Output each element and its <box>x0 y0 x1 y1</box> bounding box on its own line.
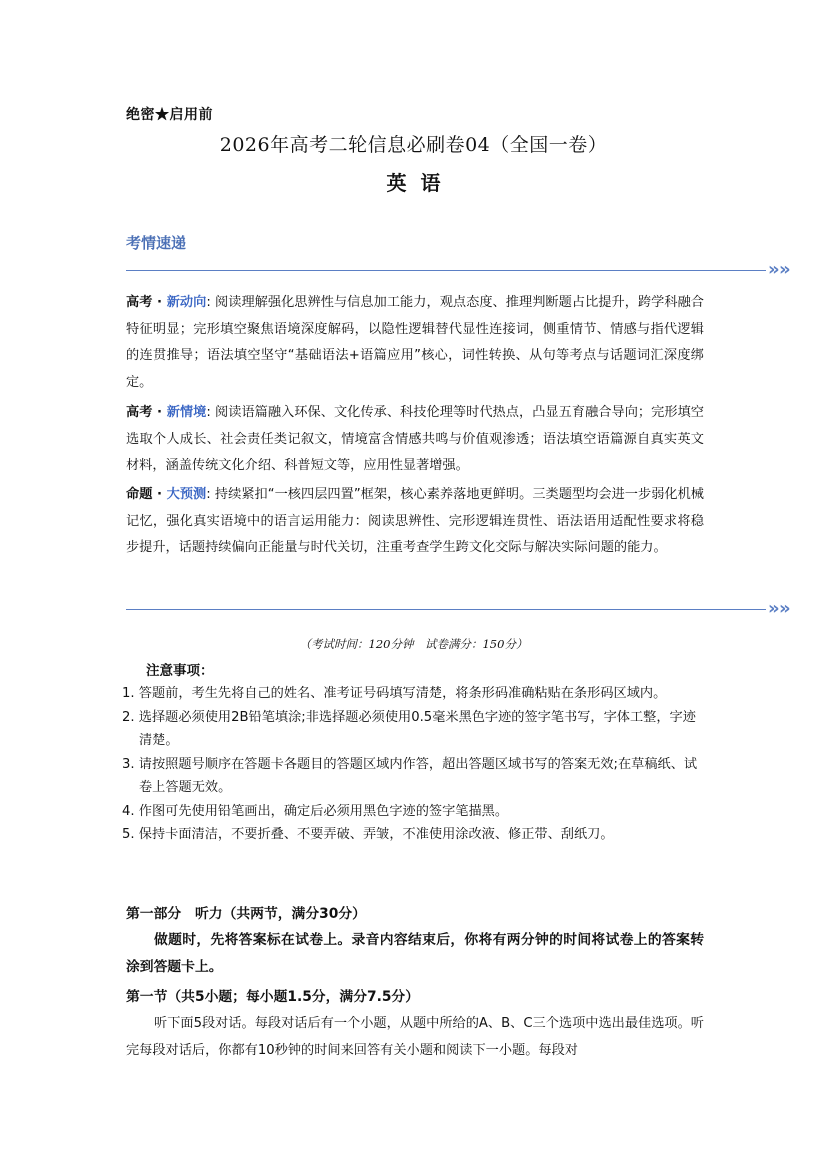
overview-item-lead: 命题 · <box>126 487 167 502</box>
chevron-right-icon: » <box>779 598 786 619</box>
overview-item <box>126 290 704 396</box>
overview-item-tag: 新动向 <box>166 295 207 310</box>
page-title: 2026年高考二轮信息必刷卷04（全国一卷） <box>219 134 608 156</box>
notice-item: 2. 选择题必须使用2B铅笔填涂;非选择题必须使用0.5毫米黑色字迹的签字笔书写，字体工整，字迹清楚。 <box>122 709 696 748</box>
part1-heading: 第一部分 听力（共两节，满分30分） <box>126 906 366 922</box>
notice-item: 4. 作图可先使用铅笔画出，确定后必须用黑色字迹的签字笔描黑。 <box>122 803 509 819</box>
overview-item-tag: 大预测 <box>166 487 207 502</box>
overview-item <box>126 482 704 562</box>
notice-list <box>122 682 706 847</box>
section1-heading: 第一节（共5小题；每小题1.5分，满分7.5分） <box>126 989 420 1005</box>
divider-top <box>126 270 766 271</box>
divider-bottom <box>126 609 766 610</box>
notice-title: 注意事项： <box>146 663 214 679</box>
overview-item-tag: 新情境 <box>166 405 207 420</box>
exam-info: （考试时间：120分钟 试卷满分：150分） <box>299 637 528 651</box>
chevron-right-icon: » <box>768 598 775 619</box>
overview-item-text: : 阅读理解强化思辨性与信息加工能力，观点态度、推理判断题占比提升，跨学科融合特征明显；完形填空聚焦语境深度解码，以隐性逻辑替代显性连接词，侧重情节、情感与指代逻辑的连贯推导；语法填空坚守“基础语法+语篇应用”核心，词性转换、从句等考点与话题词汇深度绑定。 <box>126 295 704 390</box>
notice-item: 3. 请按照题号顺序在答题卡各题目的答题区域内作答，超出答题区域书写的答案无效;在草稿纸、试卷上答题无效。 <box>122 756 698 795</box>
overview-item-text: : 阅读语篇融入环保、文化传承、科技伦理等时代热点，凸显五育融合导向；完形填空选取个人成长、社会责任类记叙文，情境富含情感共鸣与价值观渗透；语法填空语篇源自真实英文材料，涵盖传统文化介绍、科普短文等，应用性显著增强。 <box>126 405 704 473</box>
part1-instruction: 做题时，先将答案标在试卷上。录音内容结束后，你将有两分钟的时间将试卷上的答案转涂到答题卡上。 <box>126 932 704 975</box>
section1-text: 听下面5段对话。每段对话后有一个小题，从题中所给的A、B、C三个选项中选出最佳选项。听完每段对话后，你都有10秒钟的时间来回答有关小题和阅读下一小题。每段对 <box>126 1016 704 1058</box>
secret-mark: 绝密★启用前 <box>126 107 213 123</box>
notice-item: 5. 保持卡面清洁，不要折叠、不要弄破、弄皱，不准使用涂改液、修正带、刮纸刀。 <box>122 827 614 842</box>
subject-title: 英语 <box>386 171 455 195</box>
overview-item <box>126 400 704 480</box>
overview-heading: 考情速递 <box>126 234 187 252</box>
overview-item-lead: 高考 · <box>126 295 167 310</box>
notice-item: 1. 答题前，考生先将自己的姓名、准考证号码填写清楚，将条形码准确粘贴在条形码区域内。 <box>122 686 667 701</box>
chevron-right-icon: » <box>768 259 775 280</box>
overview-item-text: : 持续紧扣“一核四层四置”框架，核心素养落地更鲜明。三类题型均会进一步弱化机械记忆，强化真实语境中的语言运用能力：阅读思辨性、完形逻辑连贯性、语法语用适配性要求将稳步提升，话题持续偏向正能量与时代关切，注重考查学生跨文化交际与解决实际问题的能力。 <box>126 487 704 555</box>
chevron-right-icon: » <box>779 259 786 280</box>
overview-item-lead: 高考 · <box>126 405 167 420</box>
